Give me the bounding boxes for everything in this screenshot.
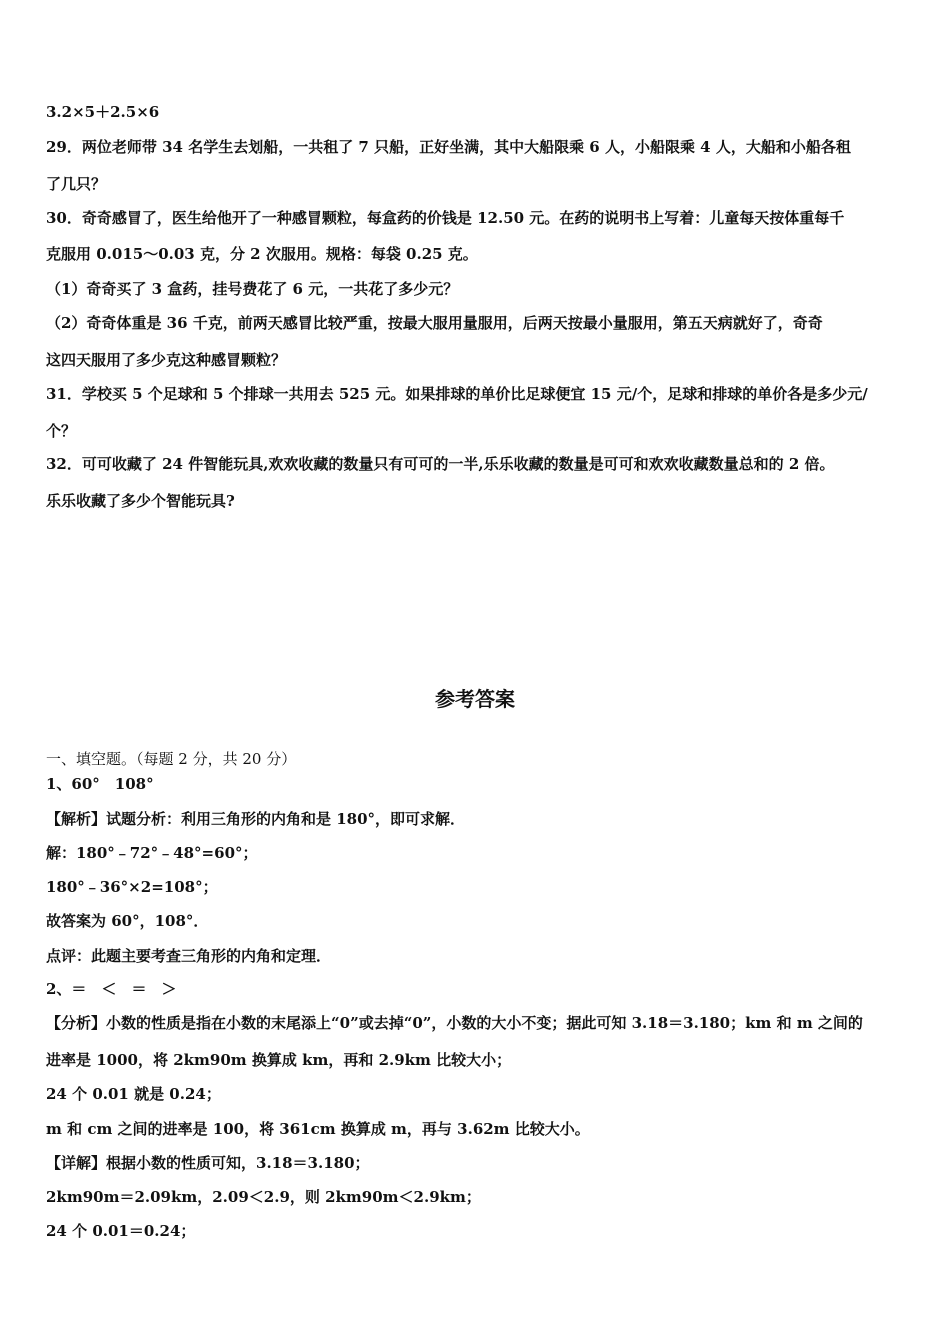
answer-2-analysis-line-4: m 和 cm 之间的进率是 100，将 361cm 换算成 m，再与 3.62m 比较大小。 [46, 1120, 590, 1138]
answers-section-heading: 一、填空题。（每题 2 分，共 20 分） [46, 750, 297, 768]
answer-1-comment: 点评：此题主要考查三角形的内角和定理． [46, 947, 332, 965]
question-31-line-1: 31．学校买 5 个足球和 5 个排球一共用去 525 元。如果排球的单价比足球便宜 15 元/个，足球和排球的单价各是多少元/ [46, 385, 868, 403]
answer-1-solution-1: 解：180°﹣72°﹣48°=60°； [46, 844, 258, 862]
answers-title: 参考答案 [435, 687, 515, 711]
answer-1-solution-3: 故答案为 60°，108°． [46, 912, 209, 930]
answer-2-analysis-line-1: 【分析】小数的性质是指在小数的末尾添上“0”或去掉“0”，小数的大小不变；据此可知 3.18＝3.180；km 和 m 之间的 [46, 1014, 863, 1032]
answer-2-detail: 【详解】根据小数的性质可知，3.18＝3.180； [46, 1154, 370, 1172]
answer-2-analysis-line-2: 进率是 1000，将 2km90m 换算成 km，再和 2.9km 比较大小； [46, 1051, 512, 1069]
question-29-line-2: 了几只？ [46, 175, 107, 193]
question-29-line-1: 29．两位老师带 34 名学生去划船，一共租了 7 只船，正好坐满，其中大船限乘 6 人，小船限乘 4 人，大船和小船各租 [46, 138, 851, 156]
answer-2-analysis-line-3: 24 个 0.01 就是 0.24； [46, 1085, 221, 1103]
question-30-line-2: 克服用 0.015～0.03 克，分 2 次服用。规格：每袋 0.25 克。 [46, 245, 478, 263]
question-30-part-1: （1）奇奇买了 3 盒药，挂号费花了 6 元，一共花了多少元？ [46, 280, 459, 298]
question-30-part-2-line-1: （2）奇奇体重是 36 千克，前两天感冒比较严重，按最大服用量服用，后两天按最小量服用，第五天病就好了，奇奇 [46, 314, 823, 332]
answer-1: 1、60° 108° [46, 775, 154, 793]
question-30-line-1: 30．奇奇感冒了，医生给他开了一种感冒颗粒，每盒药的价钱是 12.50 元。在药的说明书上写着：儿童每天按体重每千 [46, 209, 845, 227]
answer-2-detail-2: 2km90m＝2.09km，2.09＜2.9，则 2km90m＜2.9km； [46, 1188, 481, 1206]
expression-line: 3.2×5＋2.5×6 [46, 103, 160, 121]
answer-1-solution-2: 180°﹣36°×2=108°； [46, 878, 218, 896]
question-32-line-2: 乐乐收藏了多少个智能玩具? [46, 492, 235, 510]
question-32-line-1: 32．可可收藏了 24 件智能玩具,欢欢收藏的数量只有可可的一半,乐乐收藏的数量是可可和欢欢收藏数量总和的 2 倍。 [46, 455, 835, 473]
question-30-part-2-line-2: 这四天服用了多少克这种感冒颗粒？ [46, 351, 287, 369]
answer-1-analysis: 【解析】试题分析：利用三角形的内角和是 180°，即可求解． [46, 810, 466, 828]
answer-2-detail-3: 24 个 0.01＝0.24； [46, 1222, 196, 1240]
question-31-line-2: 个？ [46, 422, 77, 440]
answer-2: 2、＝ ＜ ＝ ＞ [46, 980, 177, 998]
